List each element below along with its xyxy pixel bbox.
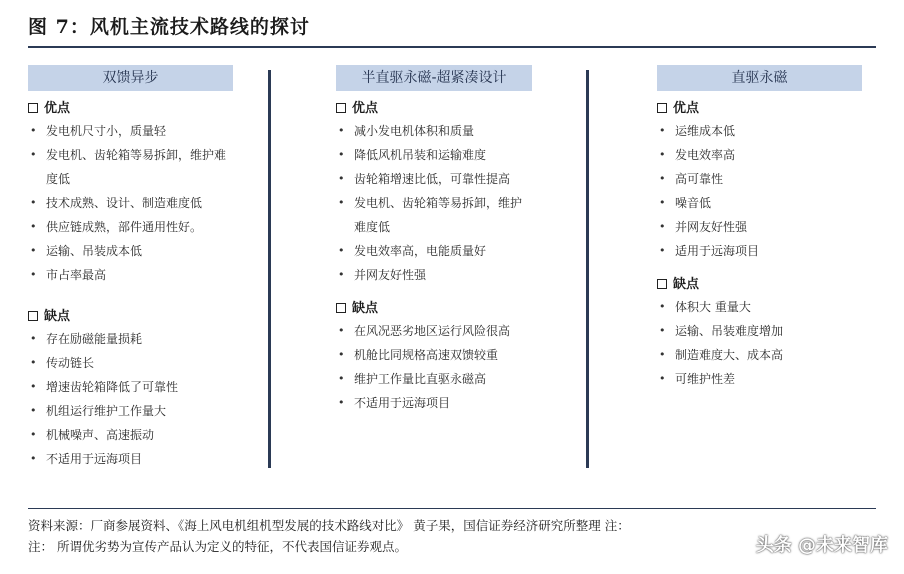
list-item: • 发电机、齿轮箱等易拆卸，维护难度低: [28, 143, 226, 191]
pros-section: [657, 99, 862, 263]
list-item: • 发电效率高: [657, 143, 862, 167]
list-item: • 适用于远海项目: [657, 239, 862, 263]
column-header: 半直驱永磁-超紧凑设计: [336, 65, 532, 91]
list-item: • 运维成本低: [657, 119, 862, 143]
list-item: • 发电机、齿轮箱等易拆卸，维护难度低: [336, 191, 532, 239]
list-item: • 市占率最高: [28, 263, 233, 287]
list-item: • 传动链长: [28, 351, 233, 375]
list-item: • 增速齿轮箱降低了可靠性: [28, 375, 233, 399]
list-item: • 减小发电机体积和质量: [336, 119, 532, 143]
list-item: • 发电效率高，电能质量好: [336, 239, 532, 263]
checkbox-square-icon: [657, 279, 667, 289]
list-item: • 存在励磁能量损耗: [28, 327, 233, 351]
pros-title: 优点: [336, 99, 532, 119]
checkbox-square-icon: [336, 303, 346, 313]
list-item: • 齿轮箱增速比低，可靠性提高: [336, 167, 532, 191]
cons-title: 缺点: [657, 275, 862, 295]
list-item: • 机组运行维护工作量大: [28, 399, 233, 423]
checkbox-square-icon: [28, 103, 38, 113]
list-item: • 高可靠性: [657, 167, 862, 191]
list-item: • 机舱比同规格高速双馈较重: [336, 343, 532, 367]
checkbox-square-icon: [657, 103, 667, 113]
column-semi-direct-drive: [336, 65, 532, 415]
cons-title: 缺点: [28, 307, 233, 327]
pros-list: [28, 119, 233, 287]
cons-section: [657, 275, 862, 391]
watermark: 头条 @未来智库: [755, 535, 888, 556]
cons-title: 缺点: [336, 299, 532, 319]
list-item: • 运输、吊装成本低: [28, 239, 233, 263]
list-item: • 并网友好性强: [657, 215, 862, 239]
list-item: • 运输、吊装难度增加: [657, 319, 862, 343]
pros-title: 优点: [657, 99, 862, 119]
column-header: 双馈异步: [28, 65, 233, 91]
source-line: 资料来源：厂商参展资料、《海上风电机组机型发展的技术路线对比》 黄子果，国信证券经济研究所整理 注：: [28, 518, 630, 533]
pros-section: [28, 99, 233, 287]
pros-section: [336, 99, 532, 287]
list-item: • 不适用于远海项目: [28, 447, 233, 471]
list-item: • 可维护性差: [657, 367, 862, 391]
list-item: • 供应链成熟，部件通用性好。: [28, 215, 233, 239]
list-item: • 机械噪声、高速振动: [28, 423, 233, 447]
pros-title: 优点: [28, 99, 233, 119]
list-item: • 体积大 重量大: [657, 295, 862, 319]
figure-title: 图 7：风机主流技术路线的探讨: [28, 16, 310, 38]
cons-section: [336, 299, 532, 415]
cons-list: [336, 319, 532, 415]
checkbox-square-icon: [28, 311, 38, 321]
source-note: [28, 515, 630, 557]
list-item: • 发电机尺寸小，质量轻: [28, 119, 233, 143]
list-item: • 技术成熟、设计、制造难度低: [28, 191, 233, 215]
checkbox-square-icon: [336, 103, 346, 113]
list-item: • 并网友好性强: [336, 263, 532, 287]
cons-list: [28, 327, 233, 471]
pros-list: [657, 119, 862, 263]
list-item: • 制造难度大、成本高: [657, 343, 862, 367]
footer-divider: [28, 508, 876, 509]
list-item: • 维护工作量比直驱永磁高: [336, 367, 532, 391]
list-item: • 在风况恶劣地区运行风险很高: [336, 319, 532, 343]
column-doubly-fed: [28, 65, 233, 471]
column-divider: [586, 70, 589, 468]
title-divider: [28, 46, 876, 48]
cons-list: [657, 295, 862, 391]
cons-section: [28, 307, 233, 471]
list-item: • 降低风机吊装和运输难度: [336, 143, 532, 167]
column-header: 直驱永磁: [657, 65, 862, 91]
column-divider: [268, 70, 271, 468]
pros-list: [336, 119, 532, 287]
column-direct-drive: [657, 65, 862, 391]
disclaimer-line: 注： 所谓优劣势为宣传产品认为定义的特征，不代表国信证券观点。: [28, 539, 407, 554]
list-item: • 噪音低: [657, 191, 862, 215]
list-item: • 不适用于远海项目: [336, 391, 532, 415]
